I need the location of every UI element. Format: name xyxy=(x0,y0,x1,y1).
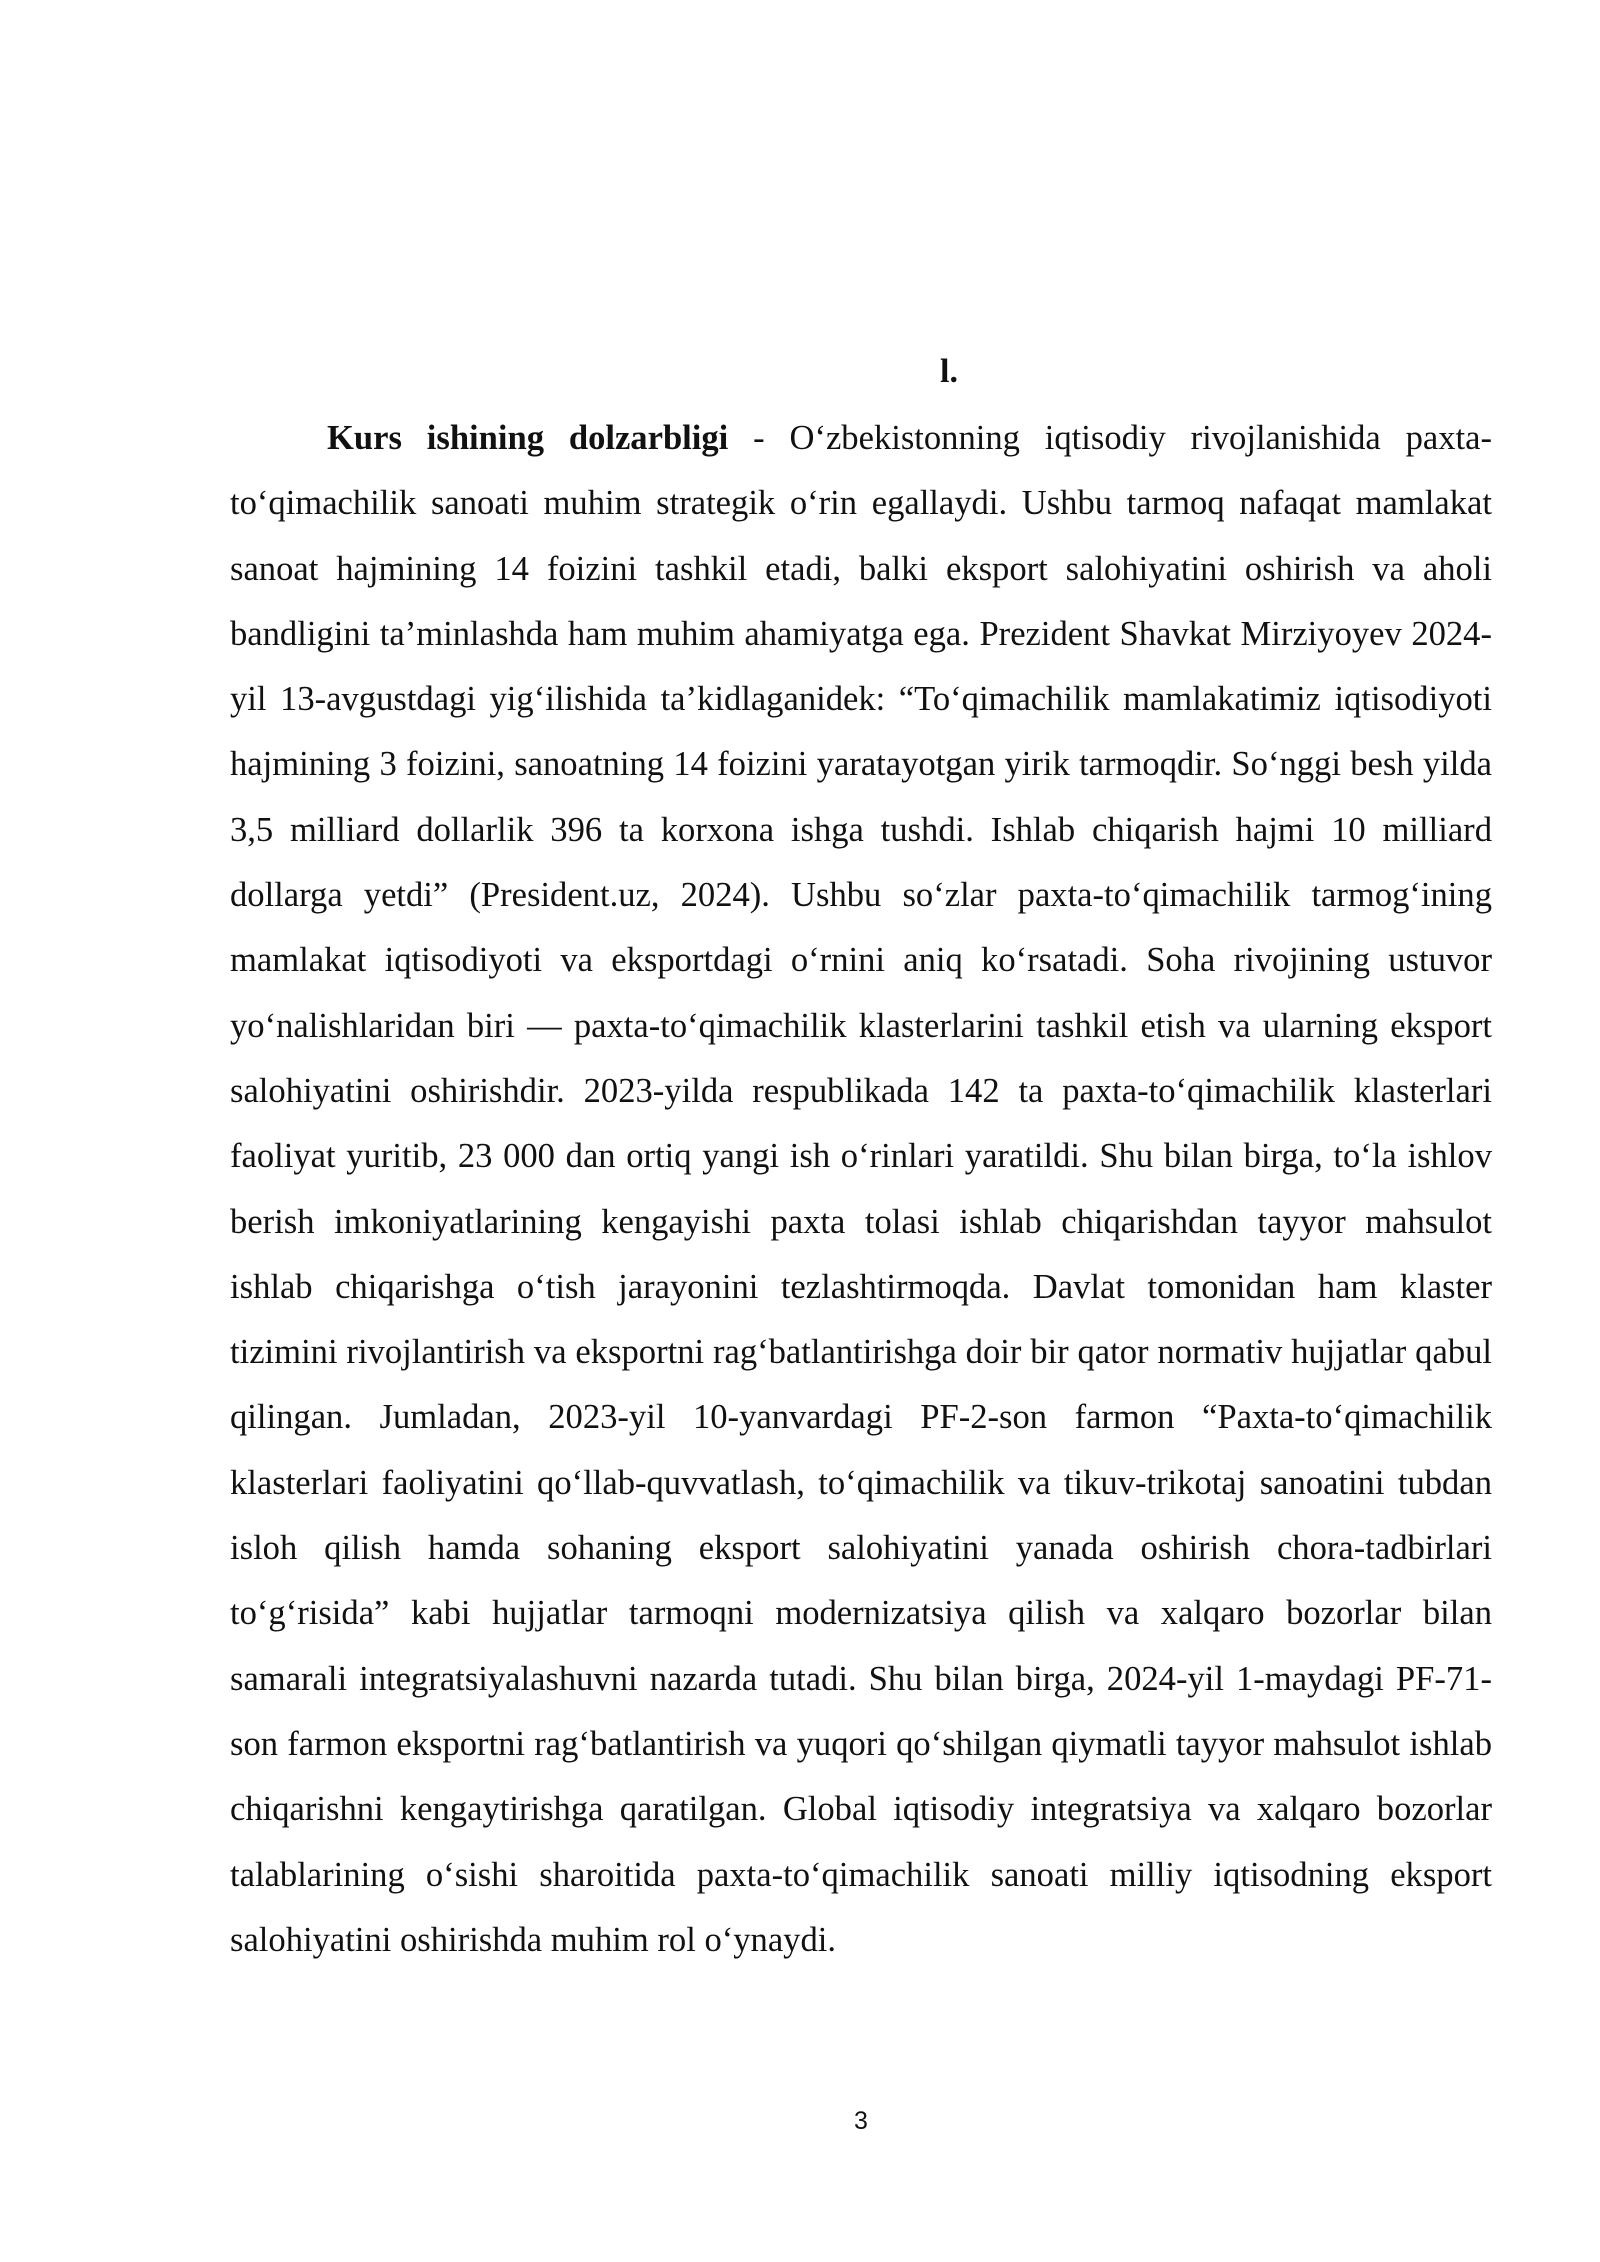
paragraph-text: O‘zbekistonning iqtisodiy rivojlanishida paxta-to‘qimachilik sanoati muhim strategik o‘rin egallaydi. Ushbu tarmoq nafaqat mamlakat sanoat hajmining 14 foizini tashkil etadi, balki eksport salohiyatini oshirish va aholi bandligini ta’minlashda ham muhim ahamiyatga ega. Prezident Shavkat Mirziyoyev 2024-yil 13-avgustdagi yig‘ilishida ta’kidlaganidek: “To‘qimachilik mamlakatimiz iqtisodiyoti hajmining 3 foizini, sanoatning 14 foizini yaratayotgan yirik tarmoqdir. So‘nggi besh yilda 3,5 milliard dollarlik 396 ta korxona ishga tushdi. Ishlab chiqarish hajmi 10 milliard dollarga yetdi” (President.uz, 2024). Ushbu so‘zlar paxta-to‘qimachilik tarmog‘ining mamlakat iqtisodiyoti va eksportdagi o‘rnini aniq ko‘rsatadi. Soha rivojining ustuvor yo‘nalishlaridan biri — paxta-to‘qimachilik klasterlarini tashkil etish va ularning eksport salohiyatini oshirishdir. 2023-yilda respublikada 142 ta paxta-to‘qimachilik klasterlari faoliyat yuritib, 23 000 dan ortiq yangi ish o‘rinlari yaratildi. Shu bilan birga, to‘la ishlov berish imkoniyatlarining kengayishi paxta tolasi ishlab chiqarishdan tayyor mahsulot ishlab chiqarishga o‘tish jarayonini tezlashtirmoqda. Davlat tomonidan ham klaster tizimini rivojlantirish va eksportni rag‘batlantirishga doir bir qator normativ hujjatlar qabul qilingan. Jumladan, 2023-yil 10-yanvardagi PF-2-son farmon “Paxta-to‘qimachilik klasterlari faoliyatini qo‘llab-quvvatlash, to‘qimachilik va tikuv-trikotaj sanoatini tubdan isloh qilish hamda sohaning eksport salohiyatini yanada oshirish chora-tadbirlari to‘g‘risida” kabi hujjatlar tarmoqni modernizatsiya qilish va xalqaro bozorlar bilan samarali integratsiyalashuvni nazarda tutadi. Shu bilan birga, 2024-yil 1-maydagi PF-71-son farmon eksportni rag‘batlantirish va yuqori qo‘shilgan qiymatli tayyor mahsulot ishlab chiqarishni kengaytirishga qaratilgan. Global iqtisodiy integratsiya va xalqaro bozorlar talablarining o‘sishi sharoitida paxta-to‘qimachilik sanoati milliy iqtisodning eksport salohiyatini oshirishda muhim rol o‘ynaydi. xyxy=(230,419,1493,1959)
paragraph-lead: Kurs ishining dolzarbligi xyxy=(327,419,729,457)
heading-fragment: l. xyxy=(940,353,958,390)
body-paragraph xyxy=(230,406,1492,1973)
page-number: 3 xyxy=(854,2107,868,2135)
lead-separator: - xyxy=(728,419,790,457)
